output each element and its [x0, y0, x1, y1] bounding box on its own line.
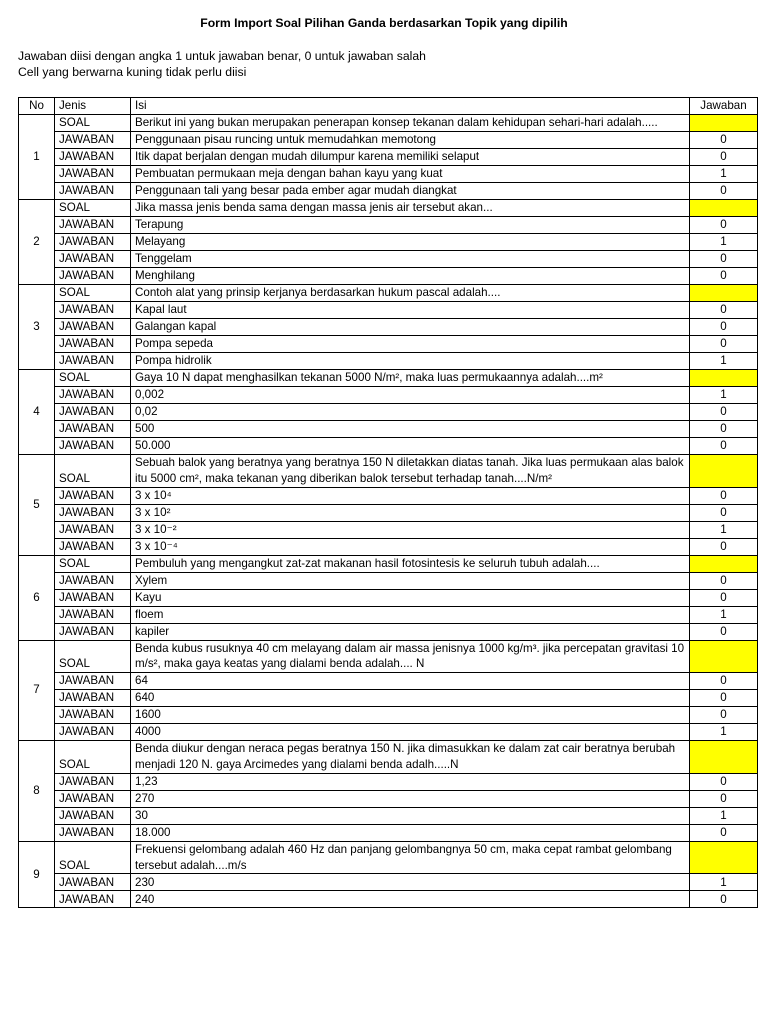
question-number: 3 [19, 285, 55, 370]
answer-row [19, 589, 758, 606]
answer-row [19, 891, 758, 908]
answer-type-cell: JAWABAN [55, 707, 131, 724]
answer-text[interactable]: kapiler [131, 623, 690, 640]
answer-text[interactable]: 30 [131, 807, 690, 824]
answer-text[interactable]: Tenggelam [131, 251, 690, 268]
answer-text[interactable]: 240 [131, 891, 690, 908]
answer-type-cell: JAWABAN [55, 319, 131, 336]
answer-value[interactable]: 0 [690, 572, 758, 589]
answer-type-cell: JAWABAN [55, 438, 131, 455]
answer-type-cell: JAWABAN [55, 589, 131, 606]
instruction-line: Cell yang berwarna kuning tidak perlu diisi [18, 65, 247, 79]
header-no: No [19, 98, 55, 115]
answer-row [19, 234, 758, 251]
highlighted-cell [690, 370, 758, 387]
answer-text[interactable]: 18.000 [131, 824, 690, 841]
answer-text[interactable]: 4000 [131, 724, 690, 741]
answer-type-cell: JAWABAN [55, 891, 131, 908]
question-text[interactable]: Benda diukur dengan neraca pegas beratnya 150 N. jika dimasukkan ke dalam zat cair beratnya berubah menjadi 120 N. gaya Arcimedes yang dialami benda adalh.....N [131, 741, 690, 774]
answer-type-cell: JAWABAN [55, 268, 131, 285]
answer-value[interactable]: 0 [690, 773, 758, 790]
question-row [19, 285, 758, 302]
question-row [19, 555, 758, 572]
answer-value[interactable]: 0 [690, 707, 758, 724]
question-row [19, 741, 758, 774]
answer-type-cell: JAWABAN [55, 183, 131, 200]
answer-text[interactable]: Kapal laut [131, 302, 690, 319]
answer-value[interactable]: 1 [690, 807, 758, 824]
question-row [19, 115, 758, 132]
answer-row [19, 874, 758, 891]
question-text[interactable]: Frekuensi gelombang adalah 460 Hz dan panjang gelombangnya 50 cm, maka cepat rambat gelombang tersebut adalah....m/s [131, 841, 690, 874]
answer-row [19, 504, 758, 521]
answer-text[interactable]: Menghilang [131, 268, 690, 285]
answer-row [19, 132, 758, 149]
answer-row [19, 690, 758, 707]
answer-type-cell: JAWABAN [55, 824, 131, 841]
soal-type-cell: SOAL [55, 115, 131, 132]
answer-row [19, 336, 758, 353]
answer-row [19, 353, 758, 370]
question-number: 7 [19, 640, 55, 741]
answer-row [19, 773, 758, 790]
soal-type-cell: SOAL [55, 200, 131, 217]
question-row [19, 640, 758, 673]
answer-text[interactable]: Melayang [131, 234, 690, 251]
answer-text[interactable]: Pompa hidrolik [131, 353, 690, 370]
answer-type-cell: JAWABAN [55, 874, 131, 891]
answer-value[interactable]: 0 [690, 421, 758, 438]
question-text[interactable]: Jika massa jenis benda sama dengan massa jenis air tersebut akan... [131, 200, 690, 217]
answer-text[interactable]: Penggunaan tali yang besar pada ember agar mudah diangkat [131, 183, 690, 200]
answer-value[interactable]: 0 [690, 487, 758, 504]
soal-type-cell: SOAL [55, 455, 131, 488]
answer-type-cell: JAWABAN [55, 673, 131, 690]
answer-row [19, 606, 758, 623]
answer-value[interactable]: 1 [690, 606, 758, 623]
answer-value[interactable]: 1 [690, 234, 758, 251]
question-number: 8 [19, 741, 55, 842]
answer-type-cell: JAWABAN [55, 217, 131, 234]
answer-text[interactable]: 1,23 [131, 773, 690, 790]
question-text[interactable]: Benda kubus rusuknya 40 cm melayang dalam air massa jenisnya 1000 kg/m³. jika percepatan gravitasi 10 m/s², maka gaya keatas yang dialami benda adalah.... N [131, 640, 690, 673]
answer-row [19, 251, 758, 268]
answer-row [19, 724, 758, 741]
highlighted-cell [690, 841, 758, 874]
question-row [19, 841, 758, 874]
soal-type-cell: SOAL [55, 370, 131, 387]
header-isi: Isi [131, 98, 690, 115]
answer-row [19, 824, 758, 841]
answer-value[interactable]: 0 [690, 623, 758, 640]
answer-type-cell: JAWABAN [55, 251, 131, 268]
answer-value[interactable]: 0 [690, 891, 758, 908]
answer-text[interactable]: 3 x 10² [131, 504, 690, 521]
instructions [18, 48, 426, 80]
table-body [19, 115, 758, 908]
answer-text[interactable]: 0,02 [131, 404, 690, 421]
answer-value[interactable]: 0 [690, 251, 758, 268]
answer-value[interactable]: 0 [690, 504, 758, 521]
answer-value[interactable]: 1 [690, 874, 758, 891]
answer-value[interactable]: 0 [690, 302, 758, 319]
answer-text[interactable]: 50.000 [131, 438, 690, 455]
answer-text[interactable]: Itik dapat berjalan dengan mudah dilumpur karena memiliki selaput [131, 149, 690, 166]
question-number: 9 [19, 841, 55, 908]
answer-row [19, 166, 758, 183]
answer-text[interactable]: floem [131, 606, 690, 623]
answer-row [19, 438, 758, 455]
answer-row [19, 217, 758, 234]
answer-type-cell: JAWABAN [55, 690, 131, 707]
answer-value[interactable]: 0 [690, 824, 758, 841]
answer-value[interactable]: 0 [690, 589, 758, 606]
answer-row [19, 421, 758, 438]
soal-type-cell: SOAL [55, 841, 131, 874]
question-number: 1 [19, 115, 55, 200]
answer-value[interactable]: 1 [690, 387, 758, 404]
answer-text[interactable]: 3 x 10⁴ [131, 487, 690, 504]
answer-value[interactable]: 1 [690, 166, 758, 183]
answer-text[interactable]: 3 x 10⁻⁴ [131, 538, 690, 555]
answer-type-cell: JAWABAN [55, 353, 131, 370]
answer-type-cell: JAWABAN [55, 521, 131, 538]
answer-text[interactable]: 0,002 [131, 387, 690, 404]
answer-type-cell: JAWABAN [55, 336, 131, 353]
answer-value[interactable]: 1 [690, 353, 758, 370]
answer-type-cell: JAWABAN [55, 572, 131, 589]
question-text[interactable]: Contoh alat yang prinsip kerjanya berdasarkan hukum pascal adalah.... [131, 285, 690, 302]
answer-type-cell: JAWABAN [55, 132, 131, 149]
answer-type-cell: JAWABAN [55, 404, 131, 421]
answer-value[interactable]: 0 [690, 319, 758, 336]
highlighted-cell [690, 640, 758, 673]
answer-row [19, 149, 758, 166]
answer-row [19, 538, 758, 555]
highlighted-cell [690, 455, 758, 488]
answer-row [19, 487, 758, 504]
answer-type-cell: JAWABAN [55, 504, 131, 521]
soal-type-cell: SOAL [55, 285, 131, 302]
answer-row [19, 521, 758, 538]
header-row [19, 98, 758, 115]
answer-type-cell: JAWABAN [55, 623, 131, 640]
answer-type-cell: JAWABAN [55, 606, 131, 623]
question-text[interactable]: Pembuluh yang mengangkut zat-zat makanan hasil fotosintesis ke seluruh tubuh adalah.... [131, 555, 690, 572]
answer-text[interactable]: Penggunaan pisau runcing untuk memudahkan memotong [131, 132, 690, 149]
answer-row [19, 319, 758, 336]
soal-type-cell: SOAL [55, 555, 131, 572]
answer-text[interactable]: 500 [131, 421, 690, 438]
answer-value[interactable]: 0 [690, 538, 758, 555]
answer-row [19, 623, 758, 640]
answer-type-cell: JAWABAN [55, 421, 131, 438]
answer-value[interactable]: 0 [690, 217, 758, 234]
instruction-line: Jawaban diisi dengan angka 1 untuk jawaban benar, 0 untuk jawaban salah [18, 49, 426, 63]
highlighted-cell [690, 285, 758, 302]
answer-text[interactable]: 640 [131, 690, 690, 707]
question-row [19, 370, 758, 387]
highlighted-cell [690, 741, 758, 774]
answer-text[interactable]: Pembuatan permukaan meja dengan bahan kayu yang kuat [131, 166, 690, 183]
soal-type-cell: SOAL [55, 640, 131, 673]
question-number: 5 [19, 455, 55, 556]
answer-row [19, 302, 758, 319]
answer-row [19, 387, 758, 404]
answer-type-cell: JAWABAN [55, 234, 131, 251]
answer-value[interactable]: 0 [690, 149, 758, 166]
answer-type-cell: JAWABAN [55, 149, 131, 166]
answer-type-cell: JAWABAN [55, 807, 131, 824]
answer-value[interactable]: 0 [690, 673, 758, 690]
answer-value[interactable]: 1 [690, 521, 758, 538]
answer-text[interactable]: Kayu [131, 589, 690, 606]
answer-text[interactable]: 64 [131, 673, 690, 690]
question-number: 2 [19, 200, 55, 285]
question-table [18, 97, 758, 908]
answer-row [19, 404, 758, 421]
answer-type-cell: JAWABAN [55, 724, 131, 741]
answer-type-cell: JAWABAN [55, 790, 131, 807]
header-jawaban: Jawaban [690, 98, 758, 115]
answer-value[interactable]: 0 [690, 404, 758, 421]
answer-row [19, 707, 758, 724]
answer-text[interactable]: 270 [131, 790, 690, 807]
answer-value[interactable]: 0 [690, 183, 758, 200]
highlighted-cell [690, 555, 758, 572]
answer-text[interactable]: Terapung [131, 217, 690, 234]
answer-type-cell: JAWABAN [55, 302, 131, 319]
answer-type-cell: JAWABAN [55, 538, 131, 555]
answer-value[interactable]: 0 [690, 336, 758, 353]
question-number: 6 [19, 555, 55, 640]
answer-row [19, 807, 758, 824]
answer-type-cell: JAWABAN [55, 387, 131, 404]
form-title: Form Import Soal Pilihan Ganda berdasarkan Topik yang dipilih [200, 16, 568, 30]
highlighted-cell [690, 200, 758, 217]
answer-row [19, 790, 758, 807]
question-text[interactable]: Sebuah balok yang beratnya yang beratnya 150 N diletakkan diatas tanah. Jika luas permukaan alas balok itu 5000 cm², maka tekanan yang diberikan balok tersebut terhadap tanah....N/m² [131, 455, 690, 488]
answer-row [19, 673, 758, 690]
question-number: 4 [19, 370, 55, 455]
answer-type-cell: JAWABAN [55, 487, 131, 504]
header-jenis: Jenis [55, 98, 131, 115]
answer-text[interactable]: 230 [131, 874, 690, 891]
answer-value[interactable]: 0 [690, 132, 758, 149]
question-row [19, 455, 758, 488]
question-row [19, 200, 758, 217]
question-text[interactable]: Gaya 10 N dapat menghasilkan tekanan 5000 N/m², maka luas permukaannya adalah....m² [131, 370, 690, 387]
answer-text[interactable]: Xylem [131, 572, 690, 589]
question-text[interactable]: Berikut ini yang bukan merupakan penerapan konsep tekanan dalam kehidupan sehari-hari adalah..... [131, 115, 690, 132]
answer-value[interactable]: 0 [690, 790, 758, 807]
answer-value[interactable]: 0 [690, 690, 758, 707]
soal-type-cell: SOAL [55, 741, 131, 774]
answer-row [19, 572, 758, 589]
answer-row [19, 268, 758, 285]
answer-row [19, 183, 758, 200]
answer-value[interactable]: 0 [690, 268, 758, 285]
answer-text[interactable]: 1600 [131, 707, 690, 724]
answer-text[interactable]: 3 x 10⁻² [131, 521, 690, 538]
answer-type-cell: JAWABAN [55, 773, 131, 790]
answer-type-cell: JAWABAN [55, 166, 131, 183]
answer-text[interactable]: Pompa sepeda [131, 336, 690, 353]
answer-text[interactable]: Galangan kapal [131, 319, 690, 336]
highlighted-cell [690, 115, 758, 132]
answer-value[interactable]: 0 [690, 438, 758, 455]
answer-value[interactable]: 1 [690, 724, 758, 741]
